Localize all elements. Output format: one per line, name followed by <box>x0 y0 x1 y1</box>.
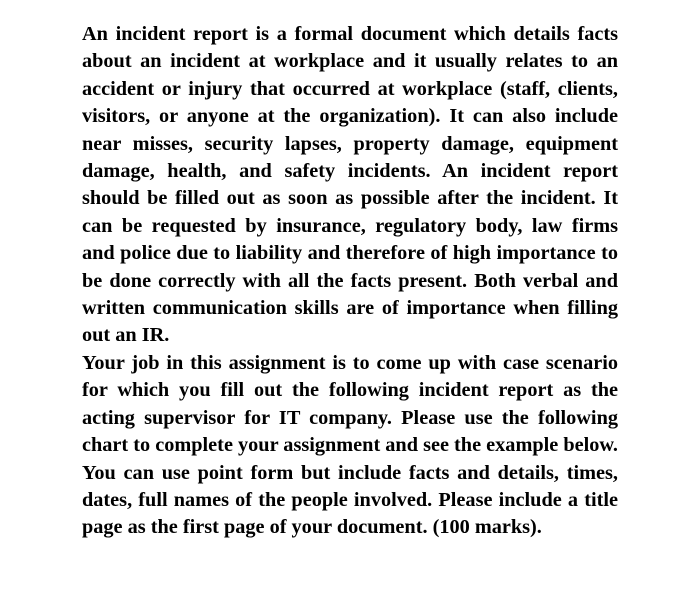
intro-paragraph: An incident report is a formal document which details facts about an incident at workplace and it usually relates to an accident or injury that occurred at workplace (staff, clients, visitors, or anyone at the organization). It can also include near misses, security lapses, property damage, equipment damage, health, and safety incidents. An incident report should be filled out as soon as possible after the incident. It can be requested by insurance, regulatory body, law firms and police due to liability and therefore of high importance to be done correctly with all the facts present. Both verbal and written communication skills are of importance when filling out an IR. <box>82 23 618 347</box>
instructions-paragraph: Your job in this assignment is to come up with case scenario for which you fill out the following incident report as the acting supervisor for IT company. Please use the following chart to complete your assignment and see the example below. You can use point form but include facts and details, times, dates, full names of the people involved. Please include a title page as the first page of your document. (100 marks). <box>82 351 618 539</box>
assignment-text <box>82 21 618 542</box>
